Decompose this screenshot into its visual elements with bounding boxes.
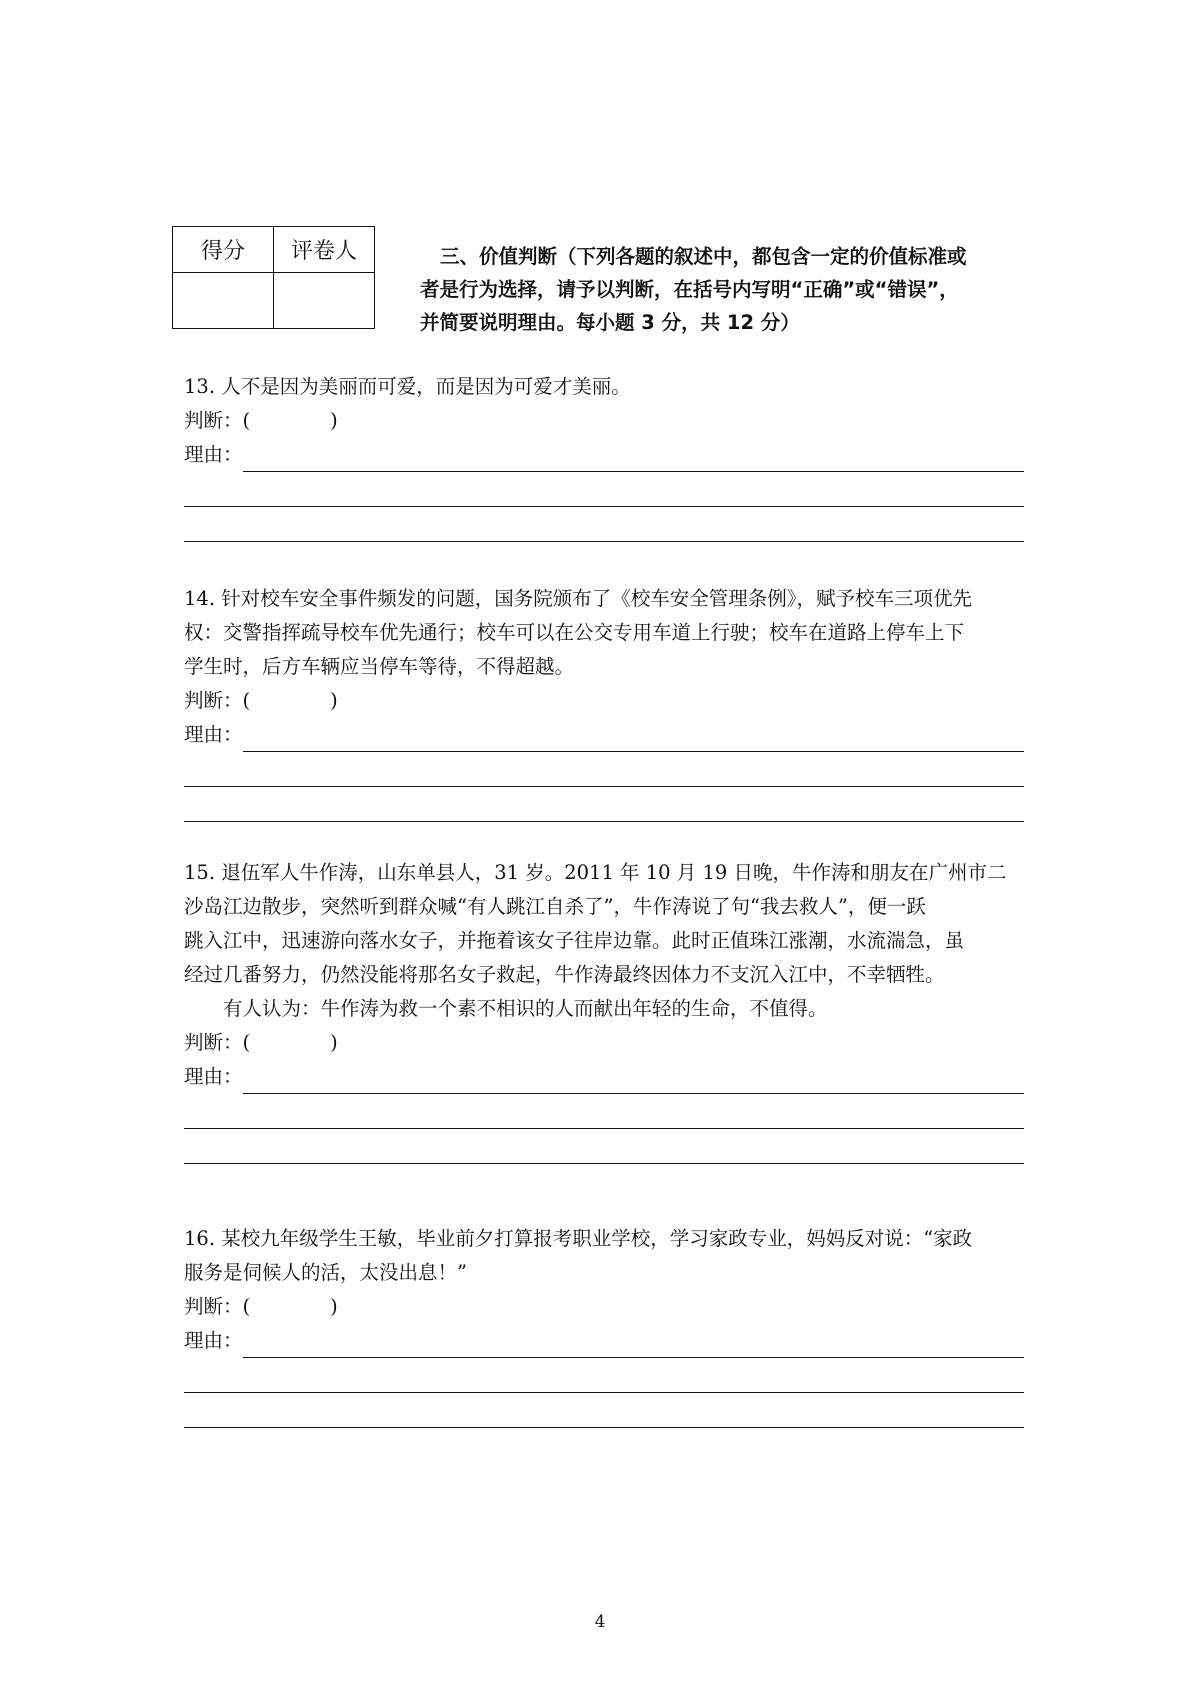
question-15 [184, 856, 1024, 1164]
judge-label: 判断：( [184, 1295, 251, 1318]
question-16-line-1: 16. 某校九年级学生王敏，毕业前夕打算报考职业学校，学习家政专业，妈妈反对说：“家政 [184, 1227, 973, 1250]
answer-line[interactable] [184, 1393, 1024, 1428]
answer-line[interactable] [184, 1358, 1024, 1393]
page-number: 4 [594, 1612, 606, 1632]
question-15-opinion: 有人认为：牛作涛为救一个素不相识的人而献出年轻的生命，不值得。 [223, 997, 828, 1020]
question-14 [184, 582, 1024, 822]
reason-row [184, 1324, 1024, 1358]
question-14-line-3: 学生时，后方车辆应当停车等待，不得超越。 [184, 655, 575, 678]
answer-line[interactable] [184, 752, 1024, 787]
question-13-text: 13. 人不是因为美丽而可爱，而是因为可爱才美丽。 [184, 375, 631, 398]
question-15-line-4: 经过几番努力，仍然没能将那名女子救起，牛作涛最终因体力不支沉入江中，不幸牺牲。 [184, 963, 945, 986]
judge-close: ) [330, 1295, 338, 1318]
judge-close: ) [330, 1031, 338, 1054]
reason-label: 理由： [184, 723, 243, 746]
judge-close: ) [330, 689, 338, 712]
reason-label: 理由： [184, 443, 243, 466]
question-13 [184, 370, 1024, 542]
judge-label: 判断：( [184, 409, 251, 432]
question-16-line-2: 服务是伺候人的活，太没出息！” [184, 1261, 467, 1284]
reason-row [184, 1060, 1024, 1094]
question-15-line-2: 沙岛江边散步，突然听到群众喊“有人跳江自杀了”，牛作涛说了句“我去救人”，便一跃 [184, 895, 926, 918]
judge-label: 判断：( [184, 1031, 251, 1054]
score-header: 得分 [173, 227, 274, 273]
section-line-2: 者是行为选择，请予以判断，在括号内写明“正确”或“错误”， [420, 278, 959, 301]
reason-line[interactable] [243, 1067, 1024, 1094]
answer-line[interactable] [184, 472, 1024, 507]
reason-line[interactable] [243, 725, 1024, 752]
judge-line [184, 684, 1024, 718]
answer-line[interactable] [184, 1094, 1024, 1129]
grader-cell[interactable] [274, 273, 375, 329]
score-cell[interactable] [173, 273, 274, 329]
score-table [172, 226, 375, 329]
grader-header: 评卷人 [274, 227, 375, 273]
question-14-line-1: 14. 针对校车安全事件频发的问题，国务院颁布了《校车安全管理条例》，赋予校车三项优先 [184, 587, 972, 610]
question-14-line-2: 权：交警指挥疏导校车优先通行；校车可以在公交专用车道上行驶；校车在道路上停车上下 [184, 621, 965, 644]
judge-line [184, 1026, 1024, 1060]
judge-close: ) [330, 409, 338, 432]
question-15-line-3: 跳入江中，迅速游向落水女子，并拖着该女子往岸边靠。此时正值珠江涨潮，水流湍急，虽 [184, 929, 965, 952]
question-16 [184, 1222, 1024, 1428]
reason-line[interactable] [243, 445, 1024, 472]
judge-line [184, 404, 1024, 438]
section-header [420, 240, 1032, 339]
reason-line[interactable] [243, 1331, 1024, 1358]
section-line-1: 三、价值判断（下列各题的叙述中，都包含一定的价值标准或 [440, 245, 967, 268]
judge-line [184, 1290, 1024, 1324]
reason-row [184, 718, 1024, 752]
question-15-line-1: 15. 退伍军人牛作涛，山东单县人，31 岁。2011 年 10 月 19 日晚，牛作涛和朋友在广州市二 [184, 861, 1007, 884]
reason-row [184, 438, 1024, 472]
reason-label: 理由： [184, 1329, 243, 1352]
judge-label: 判断：( [184, 689, 251, 712]
answer-line[interactable] [184, 787, 1024, 822]
reason-label: 理由： [184, 1065, 243, 1088]
section-line-3: 并简要说明理由。每小题 3 分，共 12 分） [420, 311, 800, 334]
answer-line[interactable] [184, 507, 1024, 542]
answer-line[interactable] [184, 1129, 1024, 1164]
